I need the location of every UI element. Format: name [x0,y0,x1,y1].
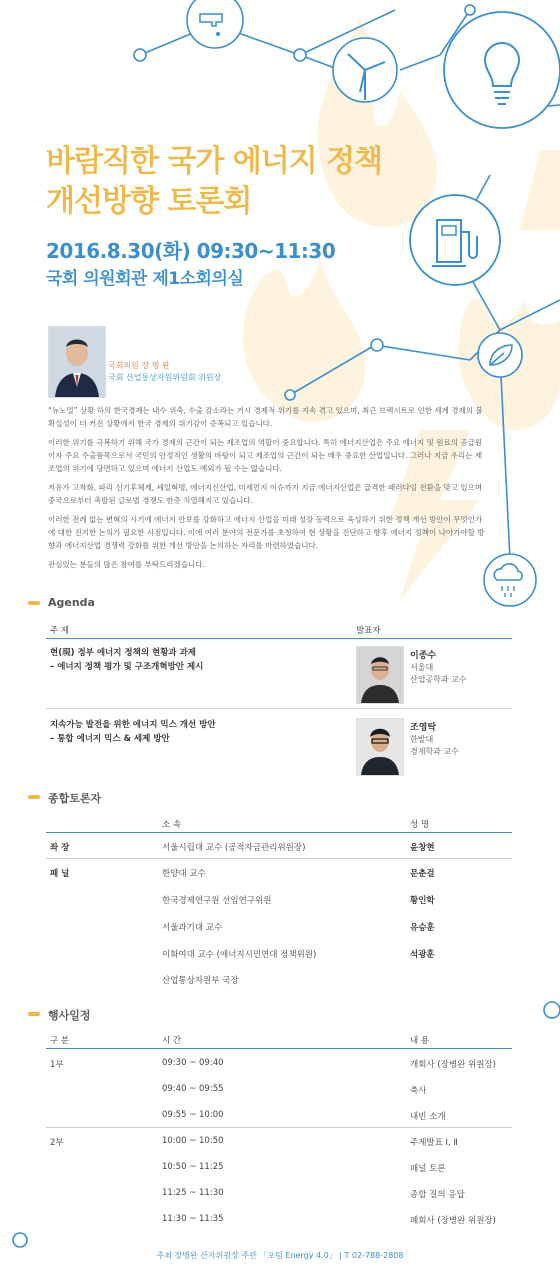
panel-affiliation: 한국경제연구원 선임연구위원 [162,896,272,906]
speaker-photo [356,718,404,776]
footer-organizers: 주최 장병완 산자위원장 주관 「포럼 Energy 4.0」 | T 02-788-2808 [156,1251,404,1260]
speaker-name: 이종수 [410,651,437,661]
schedule-time: 09:55 ~ 10:00 [162,1110,224,1120]
panel-affiliation: 한양대 교수 [162,869,206,879]
schedule-content: 주제발표 Ⅰ, Ⅱ [410,1138,458,1148]
speaker-affiliation-line1: 한밭대 [410,735,434,744]
speaker-affiliation-line2: 산업공학과 교수 [410,675,467,684]
event-title-line2: 개선방향 토론회 [46,184,252,219]
schedule-part: 2부 [50,1138,64,1148]
schedule-content: 축사 [410,1086,427,1096]
divider [46,832,512,833]
panel-role: 패 널 [50,869,70,879]
panel-name: 황인학 [410,896,435,906]
schedule-time: 09:30 ~ 09:40 [162,1058,224,1068]
divider [46,858,512,859]
panel-col-affiliation: 소 속 [162,820,182,830]
host-photo [48,326,106,398]
section-bullet [28,601,40,605]
intro-paragraph: 저유가 고착화, 파리 신기후체제, 셰일혁명, 에너지신산업, 미세먼지 이슈까지 지금 에너지산업은 급격한 패러다임 전환을 맞고 있으며 중국으로부터 촉발된 글로벌 경쟁도 한층 치열해지고 있습니다. [48,483,483,505]
agenda-topic-line2: – 통합 에너지 믹스 & 세제 방안 [50,734,170,744]
agenda-topic-line1: 지속가능 발전을 위한 에너지 믹스 개선 방안 [50,720,216,730]
panel-affiliation: 서울과기대 교수 [162,923,223,933]
schedule-time: 10:50 ~ 11:25 [162,1162,224,1172]
event-datetime: 2016.8.30(화) 09:30~11:30 [46,239,336,263]
schedule-col-content: 내 용 [410,1036,430,1046]
panel-name: 유승훈 [410,923,435,933]
schedule-time: 11:25 ~ 11:30 [162,1188,224,1198]
divider [46,1048,512,1049]
schedule-col-part: 구 분 [50,1036,70,1046]
divider [46,708,512,709]
schedule-time: 09:40 ~ 09:55 [162,1084,224,1094]
speaker-affiliation-line2: 경제학과 교수 [410,747,459,756]
host-role: 국회의원 장 병 완 [108,361,170,370]
panel-name: 문춘걸 [410,869,435,879]
agenda-heading: Agenda [48,596,95,609]
agenda-topic-line1: 현(現) 정부 에너지 정책의 현황과 과제 [50,648,197,658]
schedule-time: 10:00 ~ 10:50 [162,1136,224,1146]
panel-role: 좌 장 [50,843,70,853]
intro-text [48,404,488,577]
section-bullet [28,795,40,799]
section-bullet [28,1012,40,1016]
panel-name: 윤창현 [410,843,435,853]
schedule-part: 1부 [50,1060,64,1070]
agenda-topic [50,646,203,674]
panel-name: 석광훈 [410,950,435,960]
schedule-content: 종합 질의 응답 [410,1190,465,1200]
schedule-content: 폐회사 (장병완 위원장) [410,1216,496,1226]
event-title-line1: 바람직한 국가 에너지 정책 [46,144,383,179]
agenda-col-speaker: 발표자 [356,626,381,636]
speaker-affiliation-line1: 서울대 [410,663,434,672]
schedule-col-time: 시 간 [162,1036,182,1046]
speaker-name: 조영탁 [410,723,437,733]
speaker-photo [356,646,404,704]
agenda-topic-line2: – 에너지 정책 평가 및 구조개혁방안 제시 [50,662,204,672]
event-title [46,142,382,222]
agenda-topic [50,718,216,746]
divider [46,1127,512,1128]
schedule-heading: 행사일정 [48,1009,91,1022]
schedule-content: 개회사 (장병완 위원장) [410,1060,496,1070]
intro-paragraph: 이러한 전례 없는 변혁의 시기에 에너지 안보를 강화하고 에너지 산업을 미래 성장 동력으로 육성하기 위한 정책 개선 방안이 무엇인가에 대한 진지한 논의가 필요한 시점입니다. 이에 여러 분야의 전문가를 초청하여 현 상황을 진단하고 향후 에너지 정책이 나아가야할 방향과 에너지산업 경쟁력 강화를 위한 개선 방안을 논의하는 자리를 마련하였습니다. [48,515,485,550]
divider [46,638,512,639]
intro-paragraph: 이러한 위기를 극복하기 위해 국가 경제의 근간이 되는 제조업의 역할이 중요합니다. 특히 에너지산업은 주요 에너지 및 원료의 공급원이자 주요 수출품목으로서 국민의 안정적인 생활의 바탕이 되고 제조업의 근간이 되는 매우 중요한 산업입니다. 그러나 지금 우리는 제조업의 위기에 당면하고 있으며 에너지 산업도 예외가 될 수는 없습니다. [48,438,483,473]
host-committee: 국회 산업통상자원위원회 위원장 [108,373,222,382]
schedule-content: 패널 토론 [410,1164,446,1174]
panel-affiliation: 이화여대 교수 (에너지시민연대 정책위원) [162,950,317,960]
schedule-time: 11:30 ~ 11:35 [162,1214,224,1224]
speaker-affiliation [410,734,459,758]
schedule-content: 내빈 소개 [410,1112,446,1122]
event-venue: 국회 의원회관 제1소회의실 [46,269,244,289]
panel-heading: 종합토론자 [48,792,102,805]
panel-affiliation: 산업통상자원부 국장 [162,976,239,986]
panel-affiliation: 서울시립대 교수 (공적자금관리위원장) [162,843,306,853]
intro-paragraph: “뉴노멀” 상황 하의 한국경제는 내수 위축, 수출 감소라는 거시 경제적 위기를 지속 겪고 있으며, 최근 브렉시트로 인한 세계 경제의 불확실성이 더 커진 상황에서 한국 경제의 위기감이 증폭되고 있습니다. [48,406,483,428]
intro-paragraph: 관심있는 분들의 많은 참여를 부탁드리겠습니다. [48,560,205,569]
panel-col-name: 성 명 [410,820,430,830]
agenda-col-topic: 주 제 [50,626,70,636]
speaker-affiliation [410,662,467,686]
